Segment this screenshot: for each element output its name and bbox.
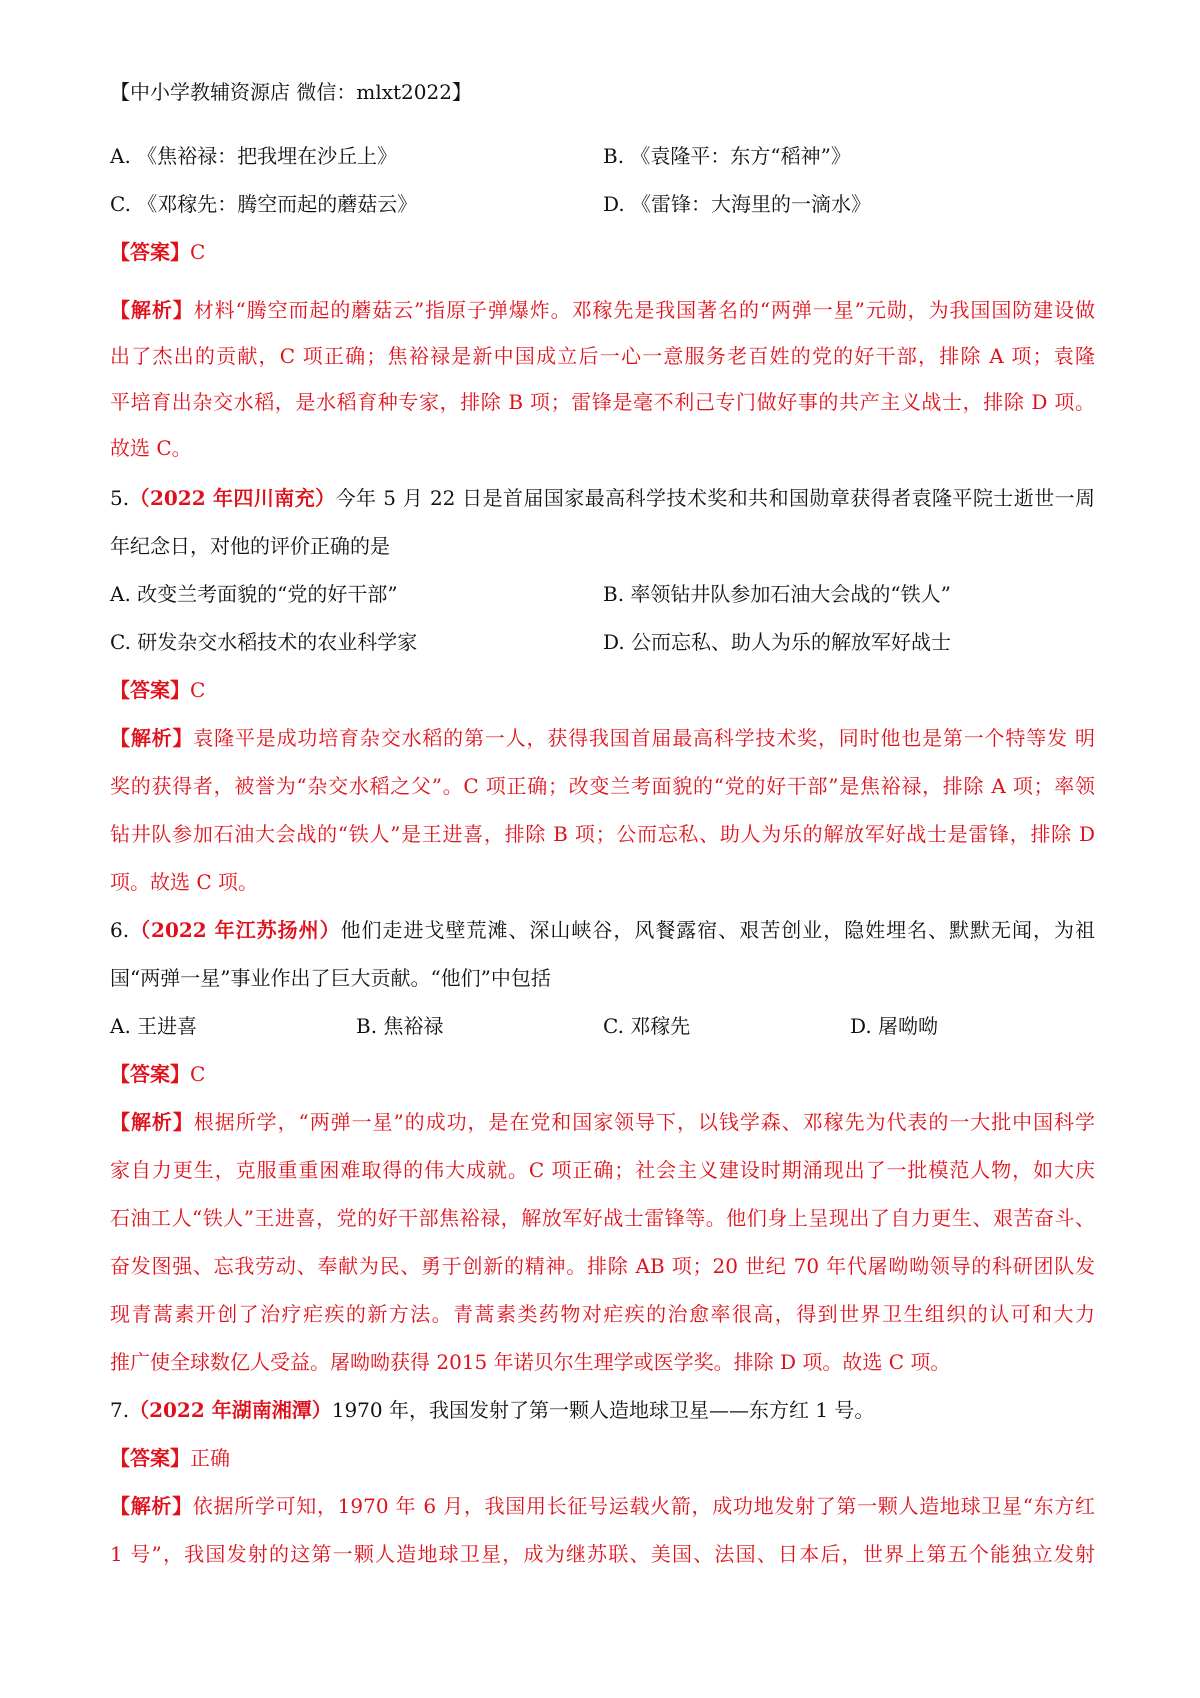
question-source: （2022 年江苏扬州） (129, 918, 341, 942)
option-d: D. 《雷锋：大海里的一滴水》 (603, 192, 872, 216)
option-b: B. 焦裕禄 (356, 1014, 444, 1038)
question-stem: 5.（2022 年四川南充）今年 5 月 22 日是首届国家最高科学技术奖和共和国勋章获得者袁隆平院士逝世一周 (110, 486, 1095, 510)
question-source: （2022 年四川南充） (129, 486, 336, 510)
option-c: C. 《邓稼先：腾空而起的蘑菇云》 (110, 192, 418, 216)
analysis-line: 奋发图强、忘我劳动、奉献为民、勇于创新的精神。排除 AB 项；20 世纪 70 年代屠呦呦领导的科研团队发 (110, 1254, 1095, 1278)
header-watermark: 【中小学教辅资源店 微信：mlxt2022】 (110, 80, 472, 104)
question-source: （2022 年湖南湘潭） (129, 1398, 332, 1422)
question-number: 7. (110, 1398, 130, 1422)
option-a: A. 改变兰考面貌的“党的好干部” (110, 582, 398, 606)
analysis-label: 【解析】 (110, 1110, 194, 1134)
answer-value: C (190, 678, 206, 702)
question-stem: 6.（2022 年江苏扬州）他们走进戈壁荒滩、深山峡谷，风餐露宿、艰苦创业，隐姓埋名、默默无闻，为祖 (110, 918, 1095, 942)
question-stem: 国“两弹一星”事业作出了巨大贡献。“他们”中包括 (110, 966, 551, 990)
analysis-line: 推广使全球数亿人受益。屠呦呦获得 2015 年诺贝尔生理学或医学奖。排除 D 项。故选 C 项。 (110, 1350, 951, 1374)
analysis-line: 现青蒿素开创了治疗疟疾的新方法。青蒿素类药物对疟疾的治愈率很高，得到世界卫生组织的认可和大力 (110, 1302, 1095, 1326)
analysis-line: 【解析】依据所学可知，1970 年 6 月，我国用长征号运载火箭，成功地发射了第一颗人造地球卫星“东方红 (110, 1494, 1096, 1518)
analysis-line: 奖的获得者，被誉为“杂交水稻之父”。C 项正确；改变兰考面貌的“党的好干部”是焦裕禄，排除 A 项；率领 (110, 774, 1095, 798)
analysis-line: 钻井队参加石油大会战的“铁人”是王进喜，排除 B 项；公而忘私、助人为乐的解放军好战士是雷锋，排除 D (110, 822, 1095, 846)
analysis-line: 【解析】袁隆平是成功培育杂交水稻的第一人，获得我国首届最高科学技术奖，同时他也是第一个特等发 明 (110, 726, 1096, 750)
option-c: C. 邓稼先 (603, 1014, 691, 1038)
analysis-line: 项。故选 C 项。 (110, 870, 259, 894)
analysis-label: 【解析】 (110, 1494, 193, 1518)
option-b: B. 率领钻井队参加石油大会战的“铁人” (603, 582, 951, 606)
analysis-line: 平培育出杂交水稻，是水稻育种专家，排除 B 项；雷锋是毫不利己专门做好事的共产主义战士，排除 D 项。 (110, 390, 1095, 414)
answer-value: C (190, 240, 206, 264)
analysis-label: 【解析】 (110, 298, 194, 322)
answer-value: C (190, 1062, 206, 1086)
analysis-line: 【解析】材料“腾空而起的蘑菇云”指原子弹爆炸。邓稼先是我国著名的“两弹一星”元勋，为我国国防建设做 (110, 298, 1096, 322)
analysis-line: 出了杰出的贡献，C 项正确；焦裕禄是新中国成立后一心一意服务老百姓的党的好干部，排除 A 项；袁隆 (110, 344, 1095, 368)
answer-label: 【答案】 (110, 678, 190, 702)
answer-label: 【答案】 (110, 1062, 190, 1086)
option-a: A. 王进喜 (110, 1014, 198, 1038)
analysis-line: 1 号”，我国发射的这第一颗人造地球卫星，成为继苏联、美国、法国、日本后，世界上第五个能独立发射 (110, 1542, 1095, 1566)
option-d: D. 公而忘私、助人为乐的解放军好战士 (603, 630, 952, 654)
option-d: D. 屠呦呦 (850, 1014, 939, 1038)
question-stem: 7.（2022 年湖南湘潭）1970 年，我国发射了第一颗人造地球卫星——东方红 1 号。 (110, 1398, 875, 1422)
answer (110, 1060, 1095, 1088)
analysis-line: 家自力更生，克服重重困难取得的伟大成就。C 项正确；社会主义建设时期涌现出了一批模范人物，如大庆 (110, 1158, 1095, 1182)
answer (110, 1444, 1095, 1472)
option-b: B. 《袁隆平：东方“稻神”》 (603, 144, 851, 168)
analysis-line: 【解析】根据所学，“两弹一星”的成功，是在党和国家领导下，以钱学森、邓稼先为代表的一大批中国科学 (110, 1110, 1096, 1134)
question-number: 5. (110, 486, 130, 510)
analysis-line: 石油工人“铁人”王进喜，党的好干部焦裕禄，解放军好战士雷锋等。他们身上呈现出了自力更生、艰苦奋斗、 (110, 1206, 1095, 1230)
answer (110, 676, 1095, 704)
answer-label: 【答案】 (110, 240, 190, 264)
analysis-label: 【解析】 (110, 726, 194, 750)
question-number: 6. (110, 918, 130, 942)
option-a: A. 《焦裕禄：把我埋在沙丘上》 (110, 144, 398, 168)
answer (110, 238, 1095, 266)
answer-label: 【答案】 (110, 1446, 190, 1470)
analysis-line: 故选 C。 (110, 436, 192, 460)
question-stem: 年纪念日，对他的评价正确的是 (110, 534, 390, 558)
option-c: C. 研发杂交水稻技术的农业科学家 (110, 630, 418, 654)
answer-value: 正确 (190, 1446, 230, 1470)
